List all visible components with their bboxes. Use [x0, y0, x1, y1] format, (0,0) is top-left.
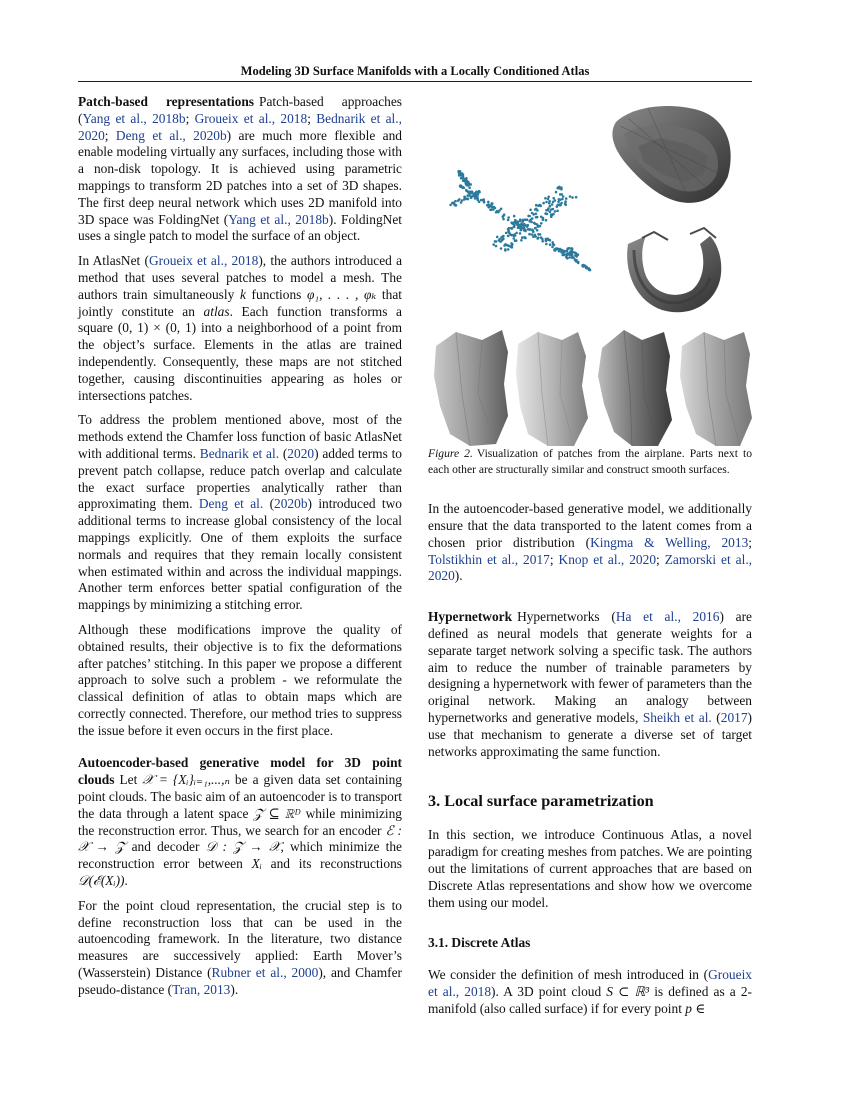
point-cloud-dot — [460, 201, 463, 204]
point-cloud-dot — [466, 198, 469, 201]
left-column — [78, 94, 402, 999]
point-cloud-dot — [571, 254, 574, 257]
point-cloud-dot — [547, 238, 550, 241]
point-cloud-dot — [551, 246, 554, 249]
point-cloud-dot — [577, 262, 580, 265]
point-cloud-dot — [560, 188, 563, 191]
point-cloud-dot — [571, 256, 574, 259]
point-cloud-dot — [559, 204, 562, 207]
point-cloud-dot — [524, 218, 527, 221]
point-cloud-dot — [498, 238, 501, 241]
point-cloud-dot — [561, 198, 564, 201]
paragraph-discrete-atlas: We consider the definition of mesh introduced in (Groueix et al., 2018). A 3D point cloud S ⊂ ℝ³ is defined as a 2-manifold (also called surface) if for every point p ∈ — [428, 967, 753, 1016]
point-cloud-dot — [536, 229, 539, 232]
point-cloud-dot — [465, 177, 468, 180]
subsection-title: 3.1. Discrete Atlas — [428, 935, 531, 951]
point-cloud-dot — [585, 266, 588, 269]
point-cloud-dot — [466, 180, 469, 183]
point-cloud-dot — [537, 236, 540, 239]
paragraph-prior-distribution: In the autoencoder-based generative model, we additionally ensure that the data transported to the latent comes from a chosen prior distribution (Kingma & Welling, 2013; Tolstikhin et al., 2017; Knop et al., 2020; Zamorski et al., 2020). — [428, 501, 753, 584]
point-cloud-dot — [529, 219, 532, 222]
point-cloud-dot — [494, 240, 497, 243]
point-cloud-dot — [500, 208, 503, 211]
patch-strip-4 — [680, 332, 752, 446]
citation-link[interactable]: Knop et al., 2020 — [558, 551, 657, 567]
figure-2-caption: Figure 2. Visualization of patches from the airplane. Parts next to each other are structurally similar and construct smooth surfaces. — [428, 447, 752, 476]
math-inline: φ₁, . . . , φₖ — [307, 286, 377, 302]
point-cloud-dot — [560, 251, 563, 254]
math-inline: ℰ : 𝒳 → 𝒵 — [78, 822, 402, 855]
patch-strip-2 — [516, 332, 588, 446]
patch-curl-middle — [627, 228, 721, 312]
point-cloud-dot — [499, 240, 502, 243]
point-cloud-dot — [554, 199, 557, 202]
paragraph-reconstruction-loss: For the point cloud representation, the crucial step is to define reconstruction loss that can be used in the autoencoding framework. In the literature, two distance measures are successively applied: Earth Mover’s (Wasserstein) Distance (Rubner et al., 2000), and Chamfer pseudo-distance (Tran, 2013). — [78, 897, 402, 997]
point-cloud-dot — [534, 227, 537, 230]
point-cloud-dot — [574, 254, 577, 257]
math-inline: 𝒟 : 𝒵 → 𝒳 — [205, 839, 281, 855]
point-cloud-dot — [529, 209, 532, 212]
point-cloud-dot — [558, 186, 561, 189]
point-cloud-dot — [535, 213, 538, 216]
point-cloud-dot — [568, 256, 571, 259]
point-cloud-dot — [478, 201, 481, 204]
citation-link[interactable]: Bednarik et al., 2020 — [78, 110, 402, 143]
point-cloud-dot — [512, 223, 515, 226]
point-cloud-dot — [508, 227, 511, 230]
point-cloud-dot — [537, 225, 540, 228]
citation-link[interactable]: Bednarik et al. — [199, 445, 280, 461]
patch-strip-1 — [434, 330, 508, 446]
point-cloud-dot — [552, 213, 555, 216]
point-cloud-dot — [492, 243, 495, 246]
point-cloud-dot — [524, 237, 527, 240]
point-cloud-dot — [566, 248, 569, 251]
point-cloud-dot — [465, 190, 468, 193]
point-cloud-dot — [522, 219, 525, 222]
point-cloud-dot — [467, 182, 470, 185]
header-rule — [78, 81, 752, 82]
point-cloud-dot — [528, 233, 531, 236]
citation-link[interactable]: 2017 — [720, 709, 748, 725]
point-cloud-dot — [491, 206, 494, 209]
citation-link[interactable]: Yang et al., 2018b — [228, 211, 329, 227]
patch-shell-top — [612, 106, 730, 203]
citation-link[interactable]: Ha et al., 2016 — [615, 609, 720, 625]
point-cloud-dot — [551, 203, 554, 206]
point-cloud-dot — [549, 243, 552, 246]
paragraph-address-problem: To address the problem mentioned above, most of the methods extend the Chamfer loss function of basic AtlasNet with additional terms. Bednarik et al. (2020) added terms to prevent patch collapse, reduce patch overlap and calculate the exact surface properties analytically rather than approximating them. Deng et al. (2020b) introduced two additional terms to increase global consistency of the local mappings explicitly. One of them exploits the surface normals and requires that they remain locally consistent when estimated within and across the individual mappings. Another term enforces better spatial configuration of the mappings by minimizing a stitching error. — [78, 412, 402, 613]
point-cloud-dot — [549, 211, 552, 214]
figure-2 — [428, 94, 752, 446]
point-cloud-dot — [519, 218, 522, 221]
point-cloud-dot — [554, 210, 557, 213]
point-cloud-dot — [550, 215, 553, 218]
point-cloud-dot — [569, 195, 572, 198]
point-cloud-dot — [545, 243, 548, 246]
point-cloud-dot — [542, 202, 545, 205]
point-cloud-dot — [518, 224, 521, 227]
point-cloud-dot — [513, 215, 516, 218]
point-cloud-dot — [489, 204, 492, 207]
citation-link[interactable]: Kingma & Welling, 2013 — [590, 534, 749, 550]
point-cloud-dot — [571, 196, 574, 199]
point-cloud-dot — [462, 173, 465, 176]
point-cloud-dot — [557, 201, 560, 204]
point-cloud-dot — [527, 215, 530, 218]
point-cloud-dot — [527, 224, 530, 227]
point-cloud-dot — [502, 235, 505, 238]
point-cloud-dot — [540, 236, 543, 239]
point-cloud-dot — [535, 216, 538, 219]
section-title: 3. Local surface parametrization — [428, 792, 654, 811]
point-cloud-dot — [495, 211, 498, 214]
emphasis-atlas: atlas — [203, 303, 230, 319]
citation-link[interactable]: Zamorski et al., 2020 — [428, 551, 753, 584]
point-cloud-dot — [552, 197, 555, 200]
point-cloud-dot — [575, 196, 578, 199]
point-cloud-dot — [544, 197, 547, 200]
math-inline: p ∈ — [685, 1000, 706, 1016]
point-cloud-dot — [507, 216, 510, 219]
figure-2-graphic — [428, 94, 752, 446]
point-cloud-dot — [510, 242, 513, 245]
point-cloud-dot — [556, 210, 559, 213]
point-cloud-dot — [533, 222, 536, 225]
point-cloud-dot — [507, 235, 510, 238]
point-cloud-dot — [581, 264, 584, 267]
citation-link[interactable]: Groueix et al., 2018 — [428, 967, 752, 1000]
point-cloud-dot — [549, 205, 552, 208]
point-cloud-dot — [550, 208, 553, 211]
point-cloud-dot — [458, 198, 461, 201]
point-cloud-dot — [495, 245, 498, 248]
point-cloud-dot — [545, 209, 548, 212]
point-cloud-dot — [528, 228, 531, 231]
point-cloud-dot — [566, 257, 569, 260]
point-cloud-dot — [490, 208, 493, 211]
point-cloud-dot — [531, 212, 534, 215]
point-cloud-dot — [568, 252, 571, 255]
point-cloud-dot — [504, 249, 507, 252]
point-cloud-dot — [514, 240, 517, 243]
paragraph-patch-based: Patch-based representations Patch-based approaches (Yang et al., 2018b; Groueix et al., 2018; Bednarik et al., 2020; Deng et al., 2020b) are much more flexible and enable modeling virtually any surfaces, including those with a non-disk topology. It is achieved using parametric mappings to transform 2D patches into a set of 3D shapes. The first deep neural network which uses 2D manifold into 3D space was FoldingNet (Yang et al., 2018b). FoldingNet uses a single patch to model the surface of an object. — [78, 94, 402, 244]
point-cloud-dot — [539, 204, 542, 207]
point-cloud-dot — [524, 229, 527, 232]
point-cloud-dot — [505, 232, 508, 235]
citation-link[interactable]: Sheikh et al. — [642, 709, 712, 725]
point-cloud-dot — [539, 233, 542, 236]
math-inline: k — [239, 286, 246, 302]
point-cloud-dot — [520, 239, 523, 242]
point-cloud-dot — [520, 226, 523, 229]
citation-link[interactable]: 2020 — [287, 445, 315, 461]
point-cloud-dot — [574, 259, 577, 262]
point-cloud-dot — [551, 241, 554, 244]
citation-link[interactable]: Rubner et al., 2000 — [211, 965, 319, 981]
point-cloud-dot — [547, 196, 550, 199]
point-cloud-dot — [475, 191, 478, 194]
point-cloud-dot — [502, 215, 505, 218]
point-cloud-dot — [462, 179, 465, 182]
point-cloud-dot — [464, 198, 467, 201]
point-cloud-dot — [454, 200, 457, 203]
citation-link[interactable]: Groueix et al., 2018 — [148, 253, 259, 269]
point-cloud-dot — [507, 230, 510, 233]
point-cloud-dot — [535, 204, 538, 207]
math-inline: S ⊂ ℝ³ — [606, 984, 650, 1000]
running-header: Modeling 3D Surface Manifolds with a Locally Conditioned Atlas — [240, 64, 590, 78]
point-cloud-dot — [468, 186, 471, 189]
point-cloud-dot — [460, 177, 463, 180]
point-cloud-dot — [556, 205, 559, 208]
heading-autoencoder: Autoencoder-based generative model for 3D point clouds — [78, 755, 402, 788]
point-cloud-dot — [460, 186, 463, 189]
point-cloud-dot — [531, 228, 534, 231]
point-cloud-dot — [546, 213, 549, 216]
math-inline: Xᵢ — [251, 856, 262, 872]
paragraph-section-intro: In this section, we introduce Continuous Atlas, a novel paradigm for creating meshes from patches. We are pointing out the limitations of current approaches that are based on Discrete Atlas representations and show how we overcome them using our model. — [428, 827, 752, 910]
point-cloud-dot — [572, 251, 575, 254]
point-cloud-dot — [482, 198, 485, 201]
point-cloud-dot — [471, 191, 474, 194]
point-cloud-dot — [545, 201, 548, 204]
point-cloud-dot — [545, 219, 548, 222]
point-cloud-dot — [555, 191, 558, 194]
point-cloud-dot — [511, 227, 514, 230]
point-cloud-dot — [469, 183, 472, 186]
paragraph-modifications: Although these modifications improve the quality of obtained results, their objective is to fix the deformations after patches’ stitching. In this paper we propose a different approach to solve such a problem - we reformulate the classical definition of atlas to obtain maps which are correctly connected. Therefore, our method tries to suppress the issue before it even occurs in the first place. — [78, 621, 402, 738]
point-cloud-dot — [540, 222, 543, 225]
math-inline: 𝒟(ℰ(Xᵢ)) — [78, 873, 125, 889]
point-cloud-dot — [539, 225, 542, 228]
citation-link[interactable]: Tran, 2013 — [172, 981, 231, 997]
citation-link[interactable]: Yang et al., 2018b — [82, 110, 186, 126]
point-cloud-dot — [534, 208, 537, 211]
point-cloud-dot — [558, 198, 561, 201]
point-cloud-dot — [558, 250, 561, 253]
point-cloud-dot — [588, 268, 591, 271]
point-cloud-dot — [531, 233, 534, 236]
citation-link[interactable]: Deng et al. — [198, 496, 264, 512]
paragraph-autoencoder: Autoencoder-based generative model for 3D point clouds Let 𝒳 = {Xᵢ}ᵢ₌₁,...,ₙ be a given data set containing point clouds. The basic aim of an autoencoder is to transport the data through a latent space 𝒵 ⊆ ℝᴰ while minimizing the reconstruction error. Thus, we search for an encoder ℰ : 𝒳 → 𝒵 and decoder 𝒟 : 𝒵 → 𝒳, which minimize the reconstruction error between Xᵢ and its reconstructions 𝒟(ℰ(Xᵢ)). — [78, 755, 403, 889]
paragraph-hypernetwork: Hypernetwork Hypernetworks (Ha et al., 2016) are defined as neural models that generate weights for a separate target network solving a specific task. The authors aim to reduce the number of trainable parameters by designing a hypernetwork with fewer of parameters than the original network. Making an analogy between hypernetworks and generative models, Sheikh et al. (2017) use that mechanism to generate a diverse set of target networks approximating the same function. — [428, 609, 753, 759]
heading-patch-based: Patch-based representations — [78, 94, 255, 109]
citation-link[interactable]: 2020b — [274, 496, 308, 512]
point-cloud-dot — [571, 249, 574, 252]
point-cloud-dot — [541, 240, 544, 243]
point-cloud-dot — [500, 247, 503, 250]
point-cloud-dot — [564, 202, 567, 205]
point-cloud-dot — [458, 170, 461, 173]
point-cloud-dot — [548, 202, 551, 205]
point-cloud-dot — [563, 250, 566, 253]
point-cloud-dot — [475, 196, 478, 199]
right-column — [428, 94, 752, 1018]
point-cloud-dot — [472, 195, 475, 198]
citation-link[interactable]: Groueix et al., 2018 — [194, 110, 308, 126]
paragraph-atlasnet: In AtlasNet (Groueix et al., 2018), the authors introduced a method that uses several patches to model a mesh. The authors train simultaneously k functions φ₁, . . . , φₖ that jointly constitute an atlas. Each function transforms a square (0, 1) × (0, 1) into a neighborhood of a point from the object’s surface. Elements in the atlas are trained independently. Consequently, these maps are not stitched together, causing discontinuities appearing as holes or intersections patches. — [78, 253, 403, 403]
point-cloud-dot — [502, 218, 505, 221]
point-cloud-dot — [565, 197, 568, 200]
point-cloud-dot — [507, 248, 510, 251]
citation-link[interactable]: Tolstikhin et al., 2017 — [428, 551, 550, 567]
point-cloud-dot — [577, 253, 580, 256]
point-cloud-dot — [496, 236, 499, 239]
heading-hypernetwork: Hypernetwork — [428, 609, 513, 625]
point-cloud-dot — [455, 204, 458, 207]
airplane-point-cloud — [449, 170, 591, 272]
figure-2-label: Figure 2. — [428, 447, 473, 460]
point-cloud-dot — [559, 193, 562, 196]
point-cloud-dot — [534, 234, 537, 237]
point-cloud-dot — [519, 232, 522, 235]
point-cloud-dot — [513, 234, 516, 237]
point-cloud-dot — [507, 219, 510, 222]
point-cloud-dot — [540, 216, 543, 219]
patch-strip-3 — [598, 330, 672, 446]
point-cloud-dot — [487, 201, 490, 204]
point-cloud-dot — [501, 237, 504, 240]
point-cloud-dot — [497, 211, 500, 214]
point-cloud-dot — [563, 254, 566, 257]
point-cloud-dot — [492, 208, 495, 211]
point-cloud-dot — [452, 202, 455, 205]
point-cloud-dot — [513, 237, 516, 240]
point-cloud-dot — [520, 229, 523, 232]
citation-link[interactable]: Deng et al., 2020b — [115, 127, 227, 143]
point-cloud-dot — [511, 246, 514, 249]
point-cloud-dot — [458, 174, 461, 177]
math-inline: 𝒵 ⊆ ℝᴰ — [253, 805, 301, 821]
math-inline: (0, 1) × (0, 1) — [117, 320, 197, 336]
math-inline: 𝒳 = {Xᵢ}ᵢ₌₁,...,ₙ — [142, 772, 230, 788]
point-cloud-dot — [521, 236, 524, 239]
point-cloud-dot — [505, 244, 508, 247]
point-cloud-dot — [515, 232, 518, 235]
point-cloud-dot — [555, 248, 558, 251]
